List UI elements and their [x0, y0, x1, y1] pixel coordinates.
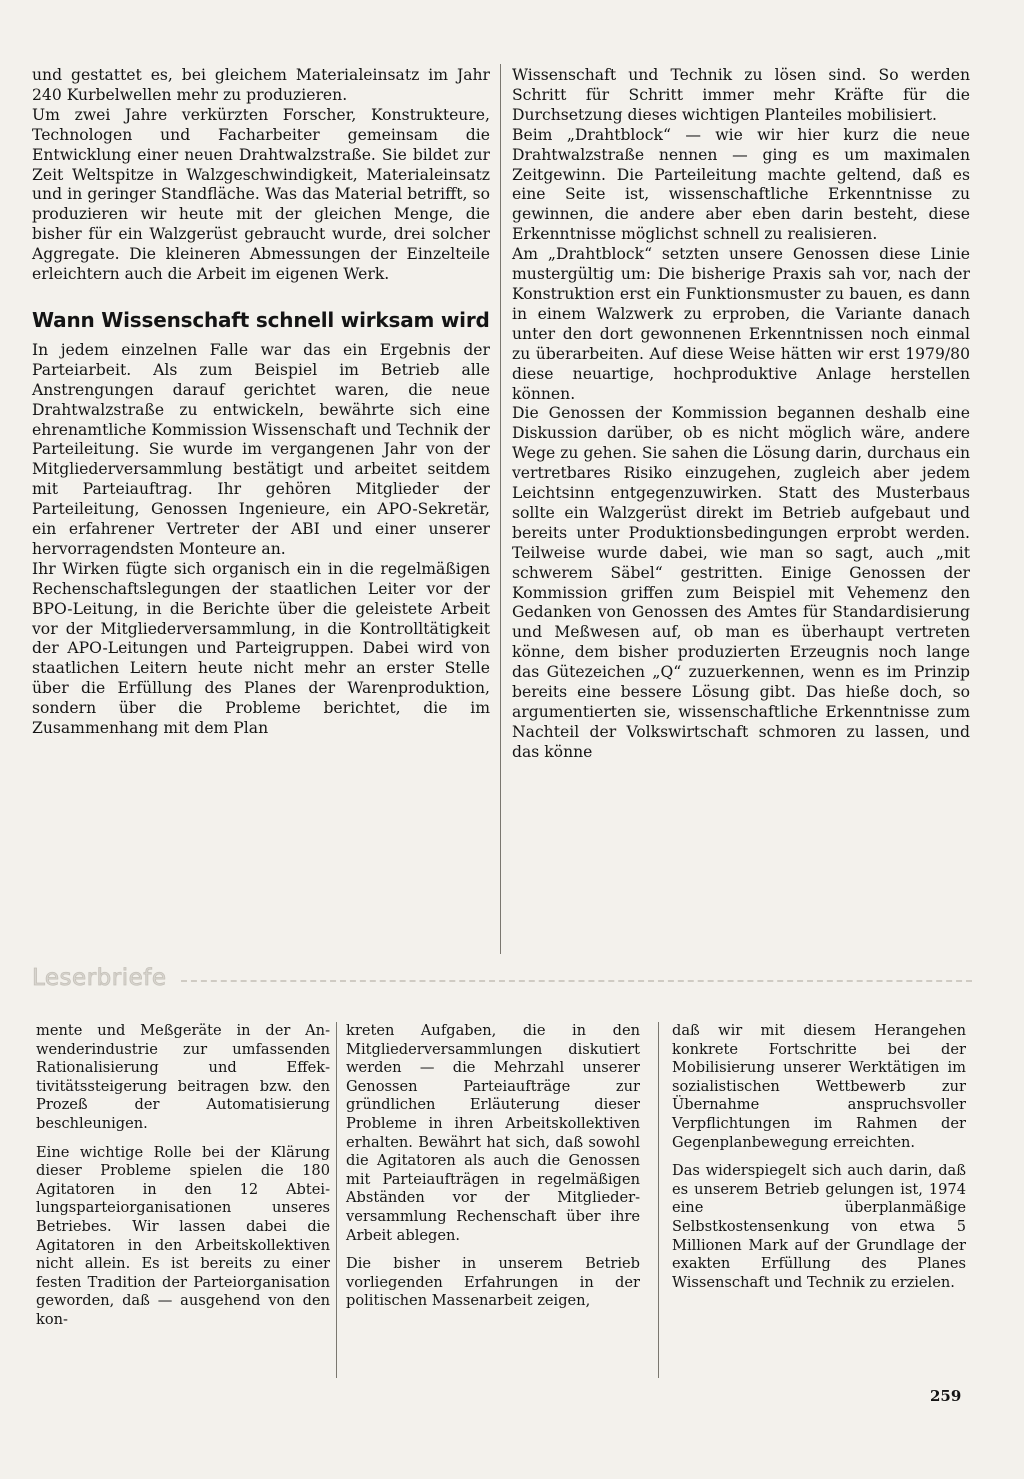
article-column-left: [32, 66, 490, 739]
page-number: 259: [930, 1387, 962, 1405]
paragraph: mente und Meßgeräte in der Anwenderindustrie zur umfassenden Rationalisierung und Effektivitätssteigerung beitragen bzw. den Prozeß der Automatisierung beschleunigen.: [36, 1022, 330, 1132]
paragraph: und gestattet es, bei gleichem Materialeinsatz im Jahr 240 Kurbelwellen mehr zu produzieren.: [32, 66, 490, 104]
paragraph: daß wir mit diesem Herangehen konkrete Fortschritte bei der Mobilisierung unserer Werktätigen im sozialistischen Wettbewerb zur Übernahme anspruchsvoller Verpflichtungen im Rahmen der Gegenplanbewegung erreichten.: [672, 1022, 966, 1151]
paragraph: In jedem einzelnen Falle war das ein Ergebnis der Parteiarbeit. Als zum Beispiel im Betrieb alle Anstrengungen darauf gerichtet waren, die neue Drahtwalzstraße zu entwickeln, bewährte sich eine ehrenamtliche Kommission Wissenschaft und Technik der Parteileitung. Sie wurde im vergangenen Jahr von der Mitgliederversammlung bestätigt und arbeitet seitdem mit Parteiauftrag. Ihr gehören Mitglieder der Parteileitung, Genossen Ingenieure, ein APO-Sekretär, ein erfahrener Vertreter der ABI und einer unserer hervorragendsten Monteure an.: [32, 340, 490, 558]
letters-column-1: [36, 1022, 330, 1330]
letters-section-header: [32, 960, 972, 996]
letters-column-3: [672, 1022, 966, 1292]
paragraph: Wissenschaft und Technik zu lösen sind. So werden Schritt für Schritt immer mehr Kräfte für die Durchsetzung dieses wichtigen Planteiles mobilisiert.: [512, 66, 970, 124]
section-heading: Wann Wissenschaft schnell wirksam wird: [32, 307, 490, 332]
section-rule: [181, 980, 973, 982]
letters-section-title: Leserbriefe: [32, 965, 167, 991]
paragraph: Die Genossen der Kommission begannen deshalb eine Diskussion darüber, ob es nicht möglich wäre, andere Wege zu gehen. Sie sahen die Lösung darin, durchaus ein vertretbares Risiko einzugehen, zugleich aber jedem Leichtsinn entgegenzuwirken. Statt des Musterbaus sollte ein Walzgerüst direkt im Betrieb aufgebaut und bereits unter Produktionsbedingungen erprobt werden. Teilweise wurde dabei, wie man so sagt, auch „mit schwerem Säbel“ gestritten. Einige Genossen der Kommission griffen zum Beispiel mit Vehemenz den Gedanken von Genossen des Amtes für Standardisierung und Meßwesen auf, ob man es überhaupt vertreten könne, dem bisher produzierten Erzeugnis noch lange das Gütezeichen „Q“ zuzuerkennen, wenn es im Prinzip bereits eine bessere Lösung gibt. Das hieße doch, so argumentierten sie, wissenschaftliche Erkenntnisse zum Nachteil der Volkswirtschaft schmoren zu lassen, und das könne: [512, 404, 970, 761]
column-divider: [500, 64, 501, 954]
article-column-right: [512, 66, 970, 763]
paragraph: kreten Aufgaben, die in den Mitgliederversammlungen diskutiert werden — die Mehrzahl unserer Genossen Parteiaufträge zur gründlichen Erläuterung dieser Probleme in ihren Arbeitskollektiven erhalten. Bewährt hat sich, daß sowohl die Agitatoren als auch die Genossen mit Parteiaufträgen in regelmäßigen Abständen vor der Mitgliederversammlung Rechenschaft über ihre Arbeit ablegen.: [346, 1022, 640, 1244]
column-divider: [336, 1022, 337, 1378]
paragraph: Ihr Wirken fügte sich organisch ein in die regelmäßigen Rechenschaftslegungen der staatlichen Leiter vor der BPO-Leitung, in die Berichte über die geleistete Arbeit vor der Mitgliederversammlung, in die Kontrolltätigkeit der APO-Leitungen und Parteigruppen. Dabei wird von staatlichen Leitern heute nicht mehr an erster Stelle über die Erfüllung des Planes der Warenproduktion, sondern über die Probleme berichtet, die im Zusammenhang mit dem Plan: [32, 559, 490, 738]
letters-column-2: [346, 1022, 640, 1311]
column-divider: [658, 1022, 659, 1378]
paragraph: Eine wichtige Rolle bei der Klärung dieser Probleme spielen die 180 Agitatoren in den 12 Abteilungsparteiorganisationen unseres Betriebes. Wir lassen dabei die Agitatoren in den Arbeitskollektiven nicht allein. Es ist bereits zu einer festen Tradition der Parteiorganisation geworden, daß — ausgehend von den kon-: [36, 1143, 330, 1328]
paragraph: Beim „Drahtblock“ — wie wir hier kurz die neue Drahtwalzstraße nennen — ging es um maximalen Zeitgewinn. Die Parteileitung machte geltend, daß es eine Seite ist, wissenschaftliche Erkenntnisse zu gewinnen, die andere aber eben darin besteht, diese Erkenntnisse möglichst schnell zu realisieren.: [512, 125, 970, 244]
paragraph: Das widerspiegelt sich auch darin, daß es unserem Betrieb gelungen ist, 1974 eine überplanmäßige Selbstkostensenkung von etwa 5 Millionen Mark auf der Grundlage der exakten Erfüllung des Planes Wissenschaft und Technik zu erzielen.: [672, 1162, 966, 1291]
paragraph: Am „Drahtblock“ setzten unsere Genossen diese Linie mustergültig um: Die bisherige Praxis sah vor, nach der Konstruktion erst ein Funktionsmuster zu bauen, es dann in einem Walzwerk zu erproben, die Variante danach unter den dort gewonnenen Erkenntnissen noch einmal zu überarbeiten. Auf diese Weise hätten wir erst 1979/80 diese neuartige, hochproduktive Anlage herstellen können.: [512, 245, 970, 403]
paragraph: Die bisher in unserem Betrieb vorliegenden Erfahrungen in der politischen Massenarbeit zeigen,: [346, 1255, 640, 1310]
paragraph: Um zwei Jahre verkürzten Forscher, Konstrukteure, Technologen und Facharbeiter gemeinsam die Entwicklung einer neuen Drahtwalzstraße. Sie bildet zur Zeit Weltspitze in Walzgeschwindigkeit, Materialeinsatz und in geringer Standfläche. Was das Material betrifft, so produzieren wir heute mit der gleichen Menge, die bisher für ein Walzgerüst gebraucht wurde, drei solcher Aggregate. Die kleineren Abmessungen der Einzelteile erleichtern auch die Arbeit im eigenen Werk.: [32, 105, 490, 284]
